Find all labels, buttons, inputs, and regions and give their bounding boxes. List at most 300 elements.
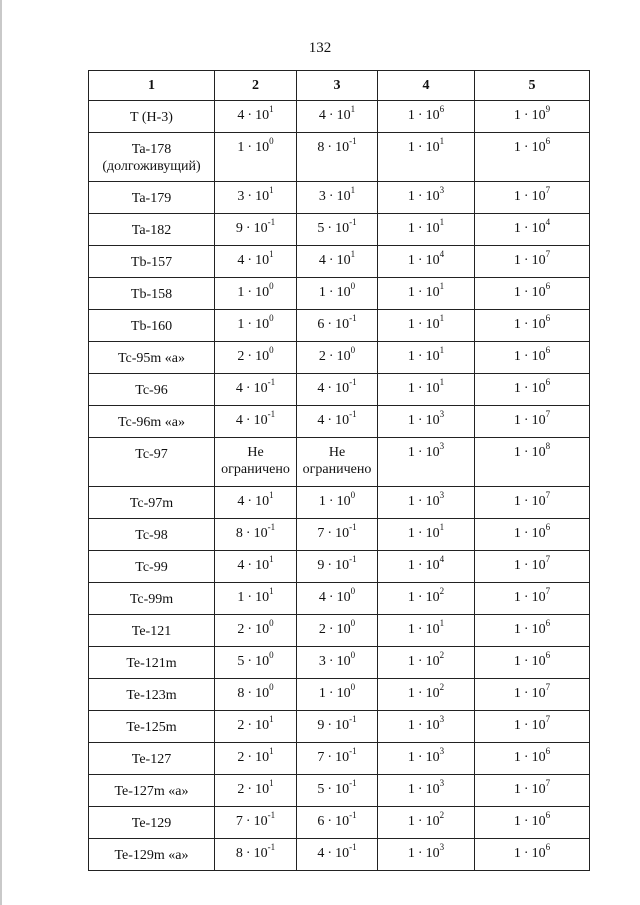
- nuclide-name-cell: [89, 214, 215, 246]
- value-text: Не ограничено: [302, 445, 372, 477]
- value-exponent: 1: [439, 313, 445, 324]
- value-exponent: 4: [439, 554, 445, 565]
- value-cell-c3: [297, 519, 378, 551]
- value-cell-c2: [215, 775, 297, 807]
- base-ten: 10: [531, 590, 546, 605]
- base-ten: 10: [335, 221, 350, 236]
- value-exponent: 6: [545, 281, 551, 292]
- value-mantissa: 1: [513, 445, 521, 460]
- value-cell-c2: [215, 647, 297, 679]
- multiply-dot: ·: [523, 445, 529, 460]
- value-mantissa: 7: [317, 526, 325, 541]
- multiply-dot: ·: [417, 253, 423, 268]
- multiply-dot: ·: [245, 846, 251, 861]
- table-row: [89, 133, 590, 182]
- value-exponent: -1: [267, 377, 276, 388]
- multiply-dot: ·: [417, 782, 423, 797]
- column-header: 2: [215, 71, 297, 101]
- value-exponent: 1: [269, 104, 274, 115]
- value-mantissa: 1: [237, 140, 245, 155]
- base-ten: 10: [531, 654, 546, 669]
- base-ten: 10: [255, 108, 270, 123]
- value-mantissa: 1: [407, 590, 415, 605]
- value-cell-c4: [378, 406, 475, 438]
- nuclide-name-cell: [89, 487, 215, 519]
- value-cell-c2: [215, 374, 297, 406]
- nuclide-name-cell: [89, 807, 215, 839]
- base-ten: 10: [531, 494, 546, 509]
- multiply-dot: ·: [417, 349, 423, 364]
- value-exponent: 0: [350, 281, 356, 292]
- value-exponent: 3: [439, 746, 445, 757]
- multiply-dot: ·: [523, 285, 529, 300]
- value-cell-c5: [475, 438, 590, 487]
- base-ten: 10: [531, 317, 546, 332]
- value-exponent: 1: [350, 185, 356, 196]
- value-mantissa: 2: [318, 349, 326, 364]
- value-exponent: 2: [439, 586, 445, 597]
- nuclide-name: T (H-3): [130, 110, 173, 125]
- value-mantissa: 1: [513, 317, 521, 332]
- value-cell-c3: [297, 839, 378, 871]
- nuclide-name: Tc-99: [135, 560, 168, 575]
- value-exponent: 1: [439, 136, 445, 147]
- base-ten: 10: [531, 445, 546, 460]
- table-row: [89, 583, 590, 615]
- base-ten: 10: [425, 814, 440, 829]
- column-header: 3: [297, 71, 378, 101]
- value-cell-c3: [297, 182, 378, 214]
- value-mantissa: 1: [318, 285, 326, 300]
- value-mantissa: 1: [407, 285, 415, 300]
- nuclide-name: Tb-160: [130, 319, 173, 334]
- base-ten: 10: [253, 221, 268, 236]
- multiply-dot: ·: [247, 782, 253, 797]
- base-ten: 10: [425, 686, 440, 701]
- base-ten: 10: [255, 622, 270, 637]
- value-exponent: 1: [269, 554, 274, 565]
- value-mantissa: 4: [235, 413, 243, 428]
- value-exponent: -1: [349, 778, 357, 789]
- table-row: [89, 711, 590, 743]
- value-exponent: 3: [439, 842, 445, 853]
- multiply-dot: ·: [327, 814, 333, 829]
- nuclide-name: Tc-97m: [129, 496, 174, 511]
- value-mantissa: 2: [237, 718, 245, 733]
- nuclide-name-cell: [89, 374, 215, 406]
- value-cell-c3: [297, 278, 378, 310]
- value-exponent: -1: [349, 714, 357, 725]
- value-mantissa: 1: [513, 413, 521, 428]
- base-ten: 10: [531, 622, 546, 637]
- multiply-dot: ·: [327, 526, 333, 541]
- nuclide-name-cell: [89, 133, 215, 182]
- value-exponent: 6: [545, 810, 551, 821]
- multiply-dot: ·: [523, 782, 529, 797]
- multiply-dot: ·: [327, 381, 333, 396]
- multiply-dot: ·: [327, 140, 333, 155]
- multiply-dot: ·: [245, 221, 251, 236]
- multiply-dot: ·: [417, 189, 423, 204]
- multiply-dot: ·: [328, 189, 334, 204]
- value-mantissa: 1: [237, 317, 245, 332]
- nuclide-name: Te-121m: [126, 656, 177, 671]
- base-ten: 10: [253, 526, 268, 541]
- multiply-dot: ·: [327, 718, 333, 733]
- value-cell-c4: [378, 615, 475, 647]
- base-ten: 10: [531, 189, 546, 204]
- base-ten: 10: [255, 317, 270, 332]
- multiply-dot: ·: [417, 140, 423, 155]
- multiply-dot: ·: [328, 590, 334, 605]
- value-mantissa: 4: [237, 558, 245, 573]
- value-mantissa: 1: [407, 686, 415, 701]
- value-mantissa: 1: [407, 189, 415, 204]
- value-cell-c5: [475, 679, 590, 711]
- value-cell-c3: [297, 374, 378, 406]
- base-ten: 10: [531, 526, 546, 541]
- nuclide-name: Te-129: [131, 816, 172, 831]
- nuclide-name-cell: [89, 743, 215, 775]
- base-ten: 10: [425, 718, 440, 733]
- value-cell-c2: [215, 101, 297, 133]
- value-cell-c4: [378, 374, 475, 406]
- base-ten: 10: [336, 285, 351, 300]
- nuclide-name: Tc-98: [135, 528, 168, 543]
- value-exponent: 1: [439, 345, 445, 356]
- table-row: [89, 487, 590, 519]
- value-mantissa: 1: [513, 590, 521, 605]
- base-ten: 10: [255, 654, 270, 669]
- multiply-dot: ·: [417, 814, 423, 829]
- multiply-dot: ·: [523, 622, 529, 637]
- nuclide-name-cell: [89, 615, 215, 647]
- value-mantissa: 2: [318, 622, 326, 637]
- value-cell-c2: [215, 342, 297, 374]
- multiply-dot: ·: [417, 622, 423, 637]
- value-mantissa: 1: [407, 445, 415, 460]
- base-ten: 10: [253, 814, 268, 829]
- nuclide-name: Tb-158: [130, 287, 173, 302]
- column-header: 1: [89, 71, 215, 101]
- multiply-dot: ·: [327, 750, 333, 765]
- value-exponent: 6: [545, 650, 551, 661]
- value-cell-c5: [475, 246, 590, 278]
- nuclide-name: Te-129m «a»: [114, 848, 189, 863]
- base-ten: 10: [255, 140, 270, 155]
- value-cell-c3: [297, 406, 378, 438]
- base-ten: 10: [253, 413, 268, 428]
- value-exponent: 3: [439, 441, 445, 452]
- value-cell-c4: [378, 711, 475, 743]
- value-cell-c4: [378, 839, 475, 871]
- value-exponent: 6: [439, 104, 445, 115]
- multiply-dot: ·: [247, 686, 253, 701]
- nuclide-name-cell: [89, 583, 215, 615]
- multiply-dot: ·: [327, 558, 333, 573]
- value-mantissa: 4: [318, 253, 326, 268]
- base-ten: 10: [335, 750, 350, 765]
- base-ten: 10: [425, 622, 440, 637]
- value-mantissa: 4: [237, 253, 245, 268]
- value-cell-c2: [215, 711, 297, 743]
- value-exponent: 0: [269, 281, 274, 292]
- value-mantissa: 1: [407, 494, 415, 509]
- value-exponent: -1: [349, 554, 357, 565]
- value-cell-c2: [215, 839, 297, 871]
- nuclide-name: Te-127: [131, 752, 172, 767]
- base-ten: 10: [425, 317, 440, 332]
- value-mantissa: 1: [407, 140, 415, 155]
- column-header: 4: [378, 71, 475, 101]
- base-ten: 10: [336, 654, 351, 669]
- value-cell-c3: [297, 310, 378, 342]
- page-edge: [0, 0, 2, 905]
- value-exponent: 3: [439, 185, 445, 196]
- multiply-dot: ·: [247, 622, 253, 637]
- value-mantissa: 4: [235, 381, 243, 396]
- multiply-dot: ·: [523, 381, 529, 396]
- multiply-dot: ·: [417, 654, 423, 669]
- nuclide-name-cell: [89, 551, 215, 583]
- value-exponent: 1: [439, 618, 445, 629]
- multiply-dot: ·: [417, 686, 423, 701]
- value-exponent: 2: [439, 682, 445, 693]
- multiply-dot: ·: [328, 622, 334, 637]
- value-cell-c4: [378, 775, 475, 807]
- multiply-dot: ·: [247, 494, 253, 509]
- multiply-dot: ·: [417, 381, 423, 396]
- multiply-dot: ·: [328, 253, 334, 268]
- value-exponent: 1: [269, 586, 274, 597]
- nuclide-name: Tc-99m: [129, 592, 174, 607]
- base-ten: 10: [425, 782, 440, 797]
- value-cell-c5: [475, 711, 590, 743]
- table-row: [89, 406, 590, 438]
- base-ten: 10: [255, 285, 270, 300]
- value-cell-c3: [297, 101, 378, 133]
- base-ten: 10: [425, 590, 440, 605]
- value-cell-c2: [215, 182, 297, 214]
- multiply-dot: ·: [523, 413, 529, 428]
- value-cell-c3: [297, 551, 378, 583]
- value-exponent: 0: [350, 682, 356, 693]
- value-exponent: -1: [267, 842, 276, 853]
- value-exponent: 1: [269, 746, 274, 757]
- value-mantissa: 1: [513, 814, 521, 829]
- multiply-dot: ·: [523, 221, 529, 236]
- value-exponent: -1: [349, 810, 357, 821]
- base-ten: 10: [531, 750, 546, 765]
- value-cell-c2: [215, 246, 297, 278]
- value-cell-c5: [475, 182, 590, 214]
- value-cell-c4: [378, 182, 475, 214]
- value-cell-c4: [378, 807, 475, 839]
- multiply-dot: ·: [247, 253, 253, 268]
- base-ten: 10: [255, 253, 270, 268]
- value-exponent: -1: [349, 217, 357, 228]
- base-ten: 10: [531, 253, 546, 268]
- value-mantissa: 1: [513, 285, 521, 300]
- base-ten: 10: [335, 413, 350, 428]
- value-mantissa: 1: [513, 750, 521, 765]
- value-exponent: 7: [545, 682, 551, 693]
- value-cell-c2: [215, 807, 297, 839]
- value-exponent: 7: [545, 586, 551, 597]
- value-cell-c3: [297, 775, 378, 807]
- multiply-dot: ·: [417, 590, 423, 605]
- table-row: [89, 519, 590, 551]
- base-ten: 10: [255, 189, 270, 204]
- multiply-dot: ·: [417, 750, 423, 765]
- value-cell-c4: [378, 101, 475, 133]
- value-mantissa: 3: [237, 189, 245, 204]
- base-ten: 10: [531, 381, 546, 396]
- value-exponent: 0: [269, 682, 274, 693]
- base-ten: 10: [531, 686, 546, 701]
- multiply-dot: ·: [247, 285, 253, 300]
- value-exponent: 0: [269, 136, 274, 147]
- value-mantissa: 2: [237, 782, 245, 797]
- base-ten: 10: [336, 253, 351, 268]
- value-exponent: 1: [439, 217, 445, 228]
- value-exponent: 6: [545, 345, 551, 356]
- value-exponent: -1: [349, 136, 357, 147]
- base-ten: 10: [425, 221, 440, 236]
- value-mantissa: 4: [317, 413, 325, 428]
- value-cell-c3: [297, 679, 378, 711]
- value-exponent: 0: [350, 490, 356, 501]
- nuclide-name: Tc-96m «a»: [117, 415, 186, 430]
- nuclide-name-cell: [89, 246, 215, 278]
- nuclide-name-cell: [89, 679, 215, 711]
- base-ten: 10: [335, 317, 350, 332]
- multiply-dot: ·: [523, 846, 529, 861]
- value-exponent: 8: [545, 441, 551, 452]
- nuclide-name-cell: [89, 278, 215, 310]
- nuclide-name-cell: [89, 839, 215, 871]
- multiply-dot: ·: [523, 526, 529, 541]
- table-row: [89, 101, 590, 133]
- table-row: [89, 743, 590, 775]
- multiply-dot: ·: [247, 108, 253, 123]
- table-row: [89, 807, 590, 839]
- value-exponent: -1: [349, 377, 357, 388]
- multiply-dot: ·: [523, 718, 529, 733]
- multiply-dot: ·: [247, 654, 253, 669]
- nuclide-name-cell: [89, 711, 215, 743]
- value-exponent: 1: [350, 249, 356, 260]
- multiply-dot: ·: [327, 846, 333, 861]
- base-ten: 10: [425, 654, 440, 669]
- base-ten: 10: [335, 526, 350, 541]
- multiply-dot: ·: [523, 349, 529, 364]
- base-ten: 10: [253, 846, 268, 861]
- value-cell-c2: [215, 133, 297, 182]
- base-ten: 10: [336, 686, 351, 701]
- multiply-dot: ·: [247, 718, 253, 733]
- value-exponent: 7: [545, 185, 551, 196]
- multiply-dot: ·: [247, 317, 253, 332]
- value-mantissa: 1: [513, 108, 521, 123]
- base-ten: 10: [336, 622, 351, 637]
- value-mantissa: 1: [513, 526, 521, 541]
- multiply-dot: ·: [327, 317, 333, 332]
- base-ten: 10: [425, 108, 440, 123]
- multiply-dot: ·: [328, 686, 334, 701]
- value-cell-c2: [215, 310, 297, 342]
- value-exponent: -1: [267, 522, 276, 533]
- multiply-dot: ·: [417, 526, 423, 541]
- value-cell-c5: [475, 374, 590, 406]
- value-cell-c4: [378, 214, 475, 246]
- value-mantissa: 1: [318, 686, 326, 701]
- base-ten: 10: [335, 381, 350, 396]
- value-mantissa: 1: [407, 814, 415, 829]
- value-cell-c3: [297, 711, 378, 743]
- nuclide-name: Ta-178 (долгоживущий): [102, 142, 201, 174]
- value-mantissa: 1: [513, 221, 521, 236]
- value-mantissa: 4: [317, 846, 325, 861]
- table-row: [89, 278, 590, 310]
- base-ten: 10: [425, 750, 440, 765]
- base-ten: 10: [425, 558, 440, 573]
- value-exponent: 0: [350, 650, 356, 661]
- multiply-dot: ·: [327, 413, 333, 428]
- base-ten: 10: [425, 445, 440, 460]
- value-mantissa: 1: [513, 140, 521, 155]
- value-exponent: 0: [350, 586, 356, 597]
- value-exponent: 6: [545, 842, 551, 853]
- value-cell-c2: [215, 615, 297, 647]
- value-mantissa: 1: [407, 413, 415, 428]
- base-ten: 10: [531, 285, 546, 300]
- value-exponent: 4: [439, 249, 445, 260]
- value-mantissa: 1: [318, 494, 326, 509]
- multiply-dot: ·: [247, 140, 253, 155]
- value-mantissa: 1: [513, 654, 521, 669]
- value-exponent: -1: [349, 313, 357, 324]
- multiply-dot: ·: [523, 654, 529, 669]
- value-cell-c5: [475, 519, 590, 551]
- value-mantissa: 1: [407, 253, 415, 268]
- value-exponent: 1: [350, 104, 356, 115]
- value-mantissa: 8: [235, 526, 243, 541]
- value-mantissa: 6: [317, 317, 325, 332]
- value-mantissa: 2: [237, 349, 245, 364]
- base-ten: 10: [336, 590, 351, 605]
- page-number: 132: [308, 40, 332, 56]
- value-cell-c3: [297, 487, 378, 519]
- base-ten: 10: [255, 494, 270, 509]
- value-cell-c3: [297, 583, 378, 615]
- base-ten: 10: [531, 221, 546, 236]
- nuclide-name-cell: [89, 342, 215, 374]
- value-exponent: 6: [545, 377, 551, 388]
- value-cell-c3: [297, 743, 378, 775]
- value-exponent: 0: [350, 345, 356, 356]
- nuclide-name: Tc-96: [135, 383, 168, 398]
- value-exponent: 0: [269, 313, 274, 324]
- value-cell-c4: [378, 133, 475, 182]
- table-row: [89, 775, 590, 807]
- value-mantissa: 6: [317, 814, 325, 829]
- value-mantissa: 9: [317, 558, 325, 573]
- multiply-dot: ·: [523, 750, 529, 765]
- value-cell-c4: [378, 246, 475, 278]
- multiply-dot: ·: [247, 349, 253, 364]
- value-mantissa: 2: [237, 750, 245, 765]
